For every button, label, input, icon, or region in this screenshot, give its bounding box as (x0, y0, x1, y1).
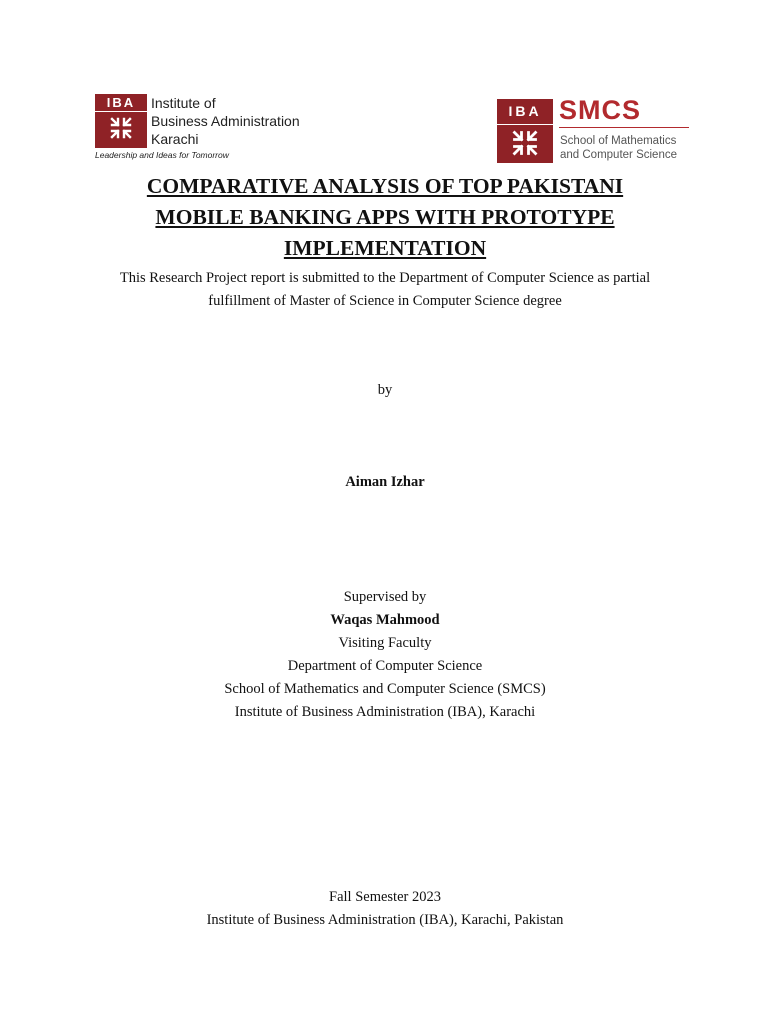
supervisor-institute: Institute of Business Administration (IBA), Karachi (234, 704, 536, 720)
supervision-block (0, 586, 770, 724)
iba-logo-mark (95, 94, 147, 148)
iba-logo-line: Business Administration (151, 113, 300, 129)
title-line: COMPARATIVE ANALYSIS OF TOP PAKISTANI (146, 174, 624, 198)
title-line: MOBILE BANKING APPS WITH PROTOTYPE (155, 205, 615, 229)
iba-emblem-icon (109, 116, 133, 140)
supervised-by-label: Supervised by (343, 589, 427, 605)
smcs-logo-mark-text: IBA (508, 103, 542, 119)
iba-logo-line: Institute of (151, 95, 216, 111)
smcs-logo-line: School of Mathematics (560, 135, 677, 147)
footer-block (0, 886, 770, 932)
supervisor-role: Visiting Faculty (338, 635, 432, 651)
iba-logo (95, 94, 310, 160)
iba-emblem-icon (511, 129, 539, 157)
footer-institute: Institute of Business Administration (IBA), Karachi, Pakistan (206, 912, 564, 928)
iba-logo-line: Karachi (151, 131, 199, 147)
smcs-wordmark: SMCS (559, 95, 642, 125)
document-title (0, 171, 770, 264)
by-label: by (377, 382, 393, 398)
supervisor-name: Waqas Mahmood (330, 612, 440, 628)
smcs-logo-mark (497, 99, 553, 163)
smcs-logo (497, 95, 697, 165)
supervisor-school: School of Mathematics and Computer Science (SMCS) (224, 681, 546, 697)
supervisor-department: Department of Computer Science (287, 658, 483, 674)
iba-logo-mark-text: IBA (106, 95, 136, 110)
iba-tagline: Leadership and Ideas for Tomorrow (95, 150, 229, 160)
iba-logo-text (151, 94, 300, 148)
smcs-logo-line: and Computer Science (560, 149, 677, 161)
smcs-logo-text (560, 134, 677, 162)
submission-statement (0, 267, 770, 313)
statement-line: fulfillment of Master of Science in Computer Science degree (208, 293, 562, 309)
author-name: Aiman Izhar (345, 474, 425, 490)
semester: Fall Semester 2023 (329, 889, 441, 905)
statement-line: This Research Project report is submitted to the Department of Computer Science as partial (119, 270, 651, 286)
title-line: IMPLEMENTATION (283, 236, 487, 260)
